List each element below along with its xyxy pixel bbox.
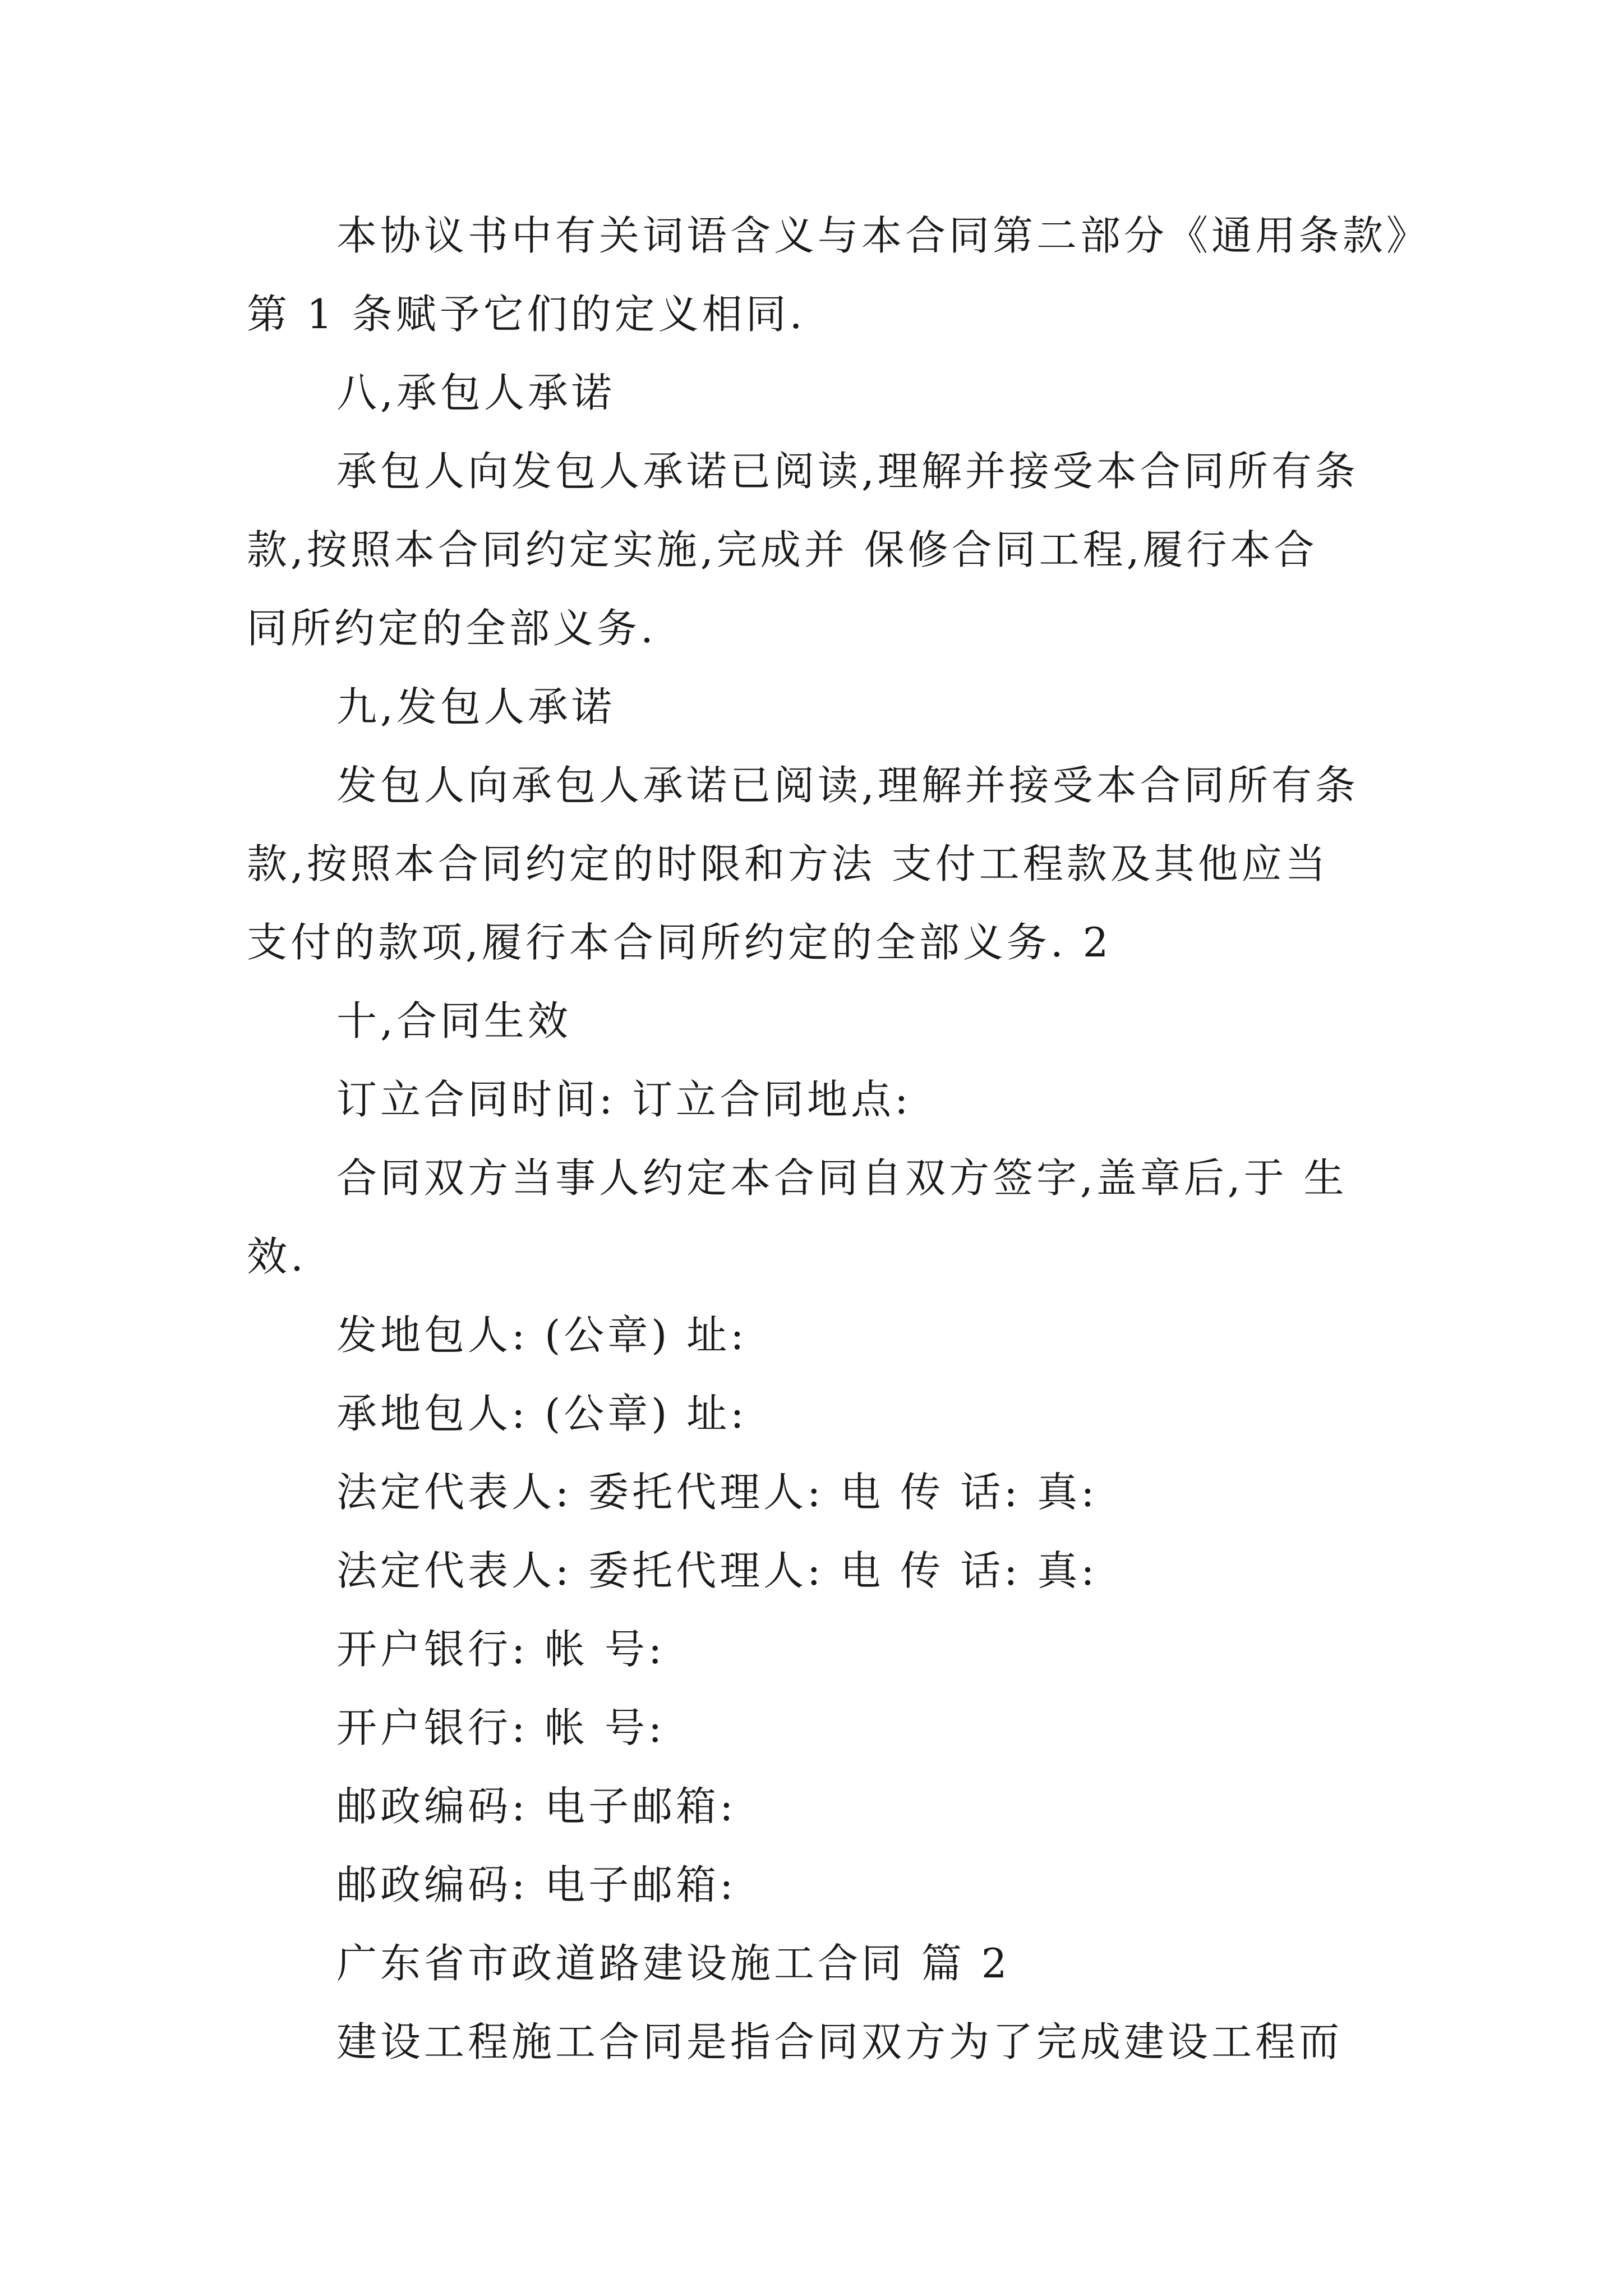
paragraph-line-24: 建设工程施工合同是指合同双方为了完成建设工程而 [336, 2018, 1343, 2065]
contractor-field: 承地包人: (公章) 址: [336, 1390, 748, 1437]
postal-email-field-2: 邮政编码: 电子邮箱: [336, 1861, 737, 1908]
paragraph-line-10: 支付的款项,履行本合同所约定的全部义务. 2 [247, 919, 1112, 966]
paragraph-line-6: 同所约定的全部义务. [247, 605, 657, 652]
paragraph-line-4: 承包人向发包人承诺已阅读,理解并接受本合同所有条 [336, 448, 1359, 495]
section-heading-9: 九,发包人承诺 [336, 683, 615, 730]
paragraph-line-9: 款,按照本合同约定的时限和方法 支付工程款及其他应当 [247, 840, 1329, 887]
representative-field-2: 法定代表人: 委托代理人: 电 传 话: 真: [336, 1547, 1098, 1594]
paragraph-line-14: 效. [247, 1233, 307, 1280]
paragraph-line-1: 本协议书中有关词语含义与本合同第二部分《通用条款》 [336, 212, 1431, 259]
contract-time-place: 订立合同时间: 订立合同地点: [336, 1076, 912, 1123]
document-section-title: 广东省市政道路建设施工合同 篇 2 [336, 1940, 1011, 1987]
employer-field: 发地包人: (公章) 址: [336, 1312, 748, 1359]
bank-field-1: 开户银行: 帐 号: [336, 1626, 666, 1673]
postal-email-field-1: 邮政编码: 电子邮箱: [336, 1783, 737, 1830]
section-heading-10: 十,合同生效 [336, 997, 571, 1045]
paragraph-line-13: 合同双方当事人约定本合同自双方签字,盖章后,于 生 [336, 1154, 1348, 1202]
paragraph-line-5: 款,按照本合同约定实施,完成并 保修合同工程,履行本合 [247, 526, 1318, 573]
bank-field-2: 开户银行: 帐 号: [336, 1704, 666, 1751]
paragraph-line-8: 发包人向承包人承诺已阅读,理解并接受本合同所有条 [336, 762, 1359, 809]
section-heading-8: 八,承包人承诺 [336, 369, 615, 416]
representative-field-1: 法定代表人: 委托代理人: 电 传 话: 真: [336, 1469, 1098, 1516]
paragraph-line-2: 第 1 条赋予它们的定义相同. [247, 291, 806, 338]
